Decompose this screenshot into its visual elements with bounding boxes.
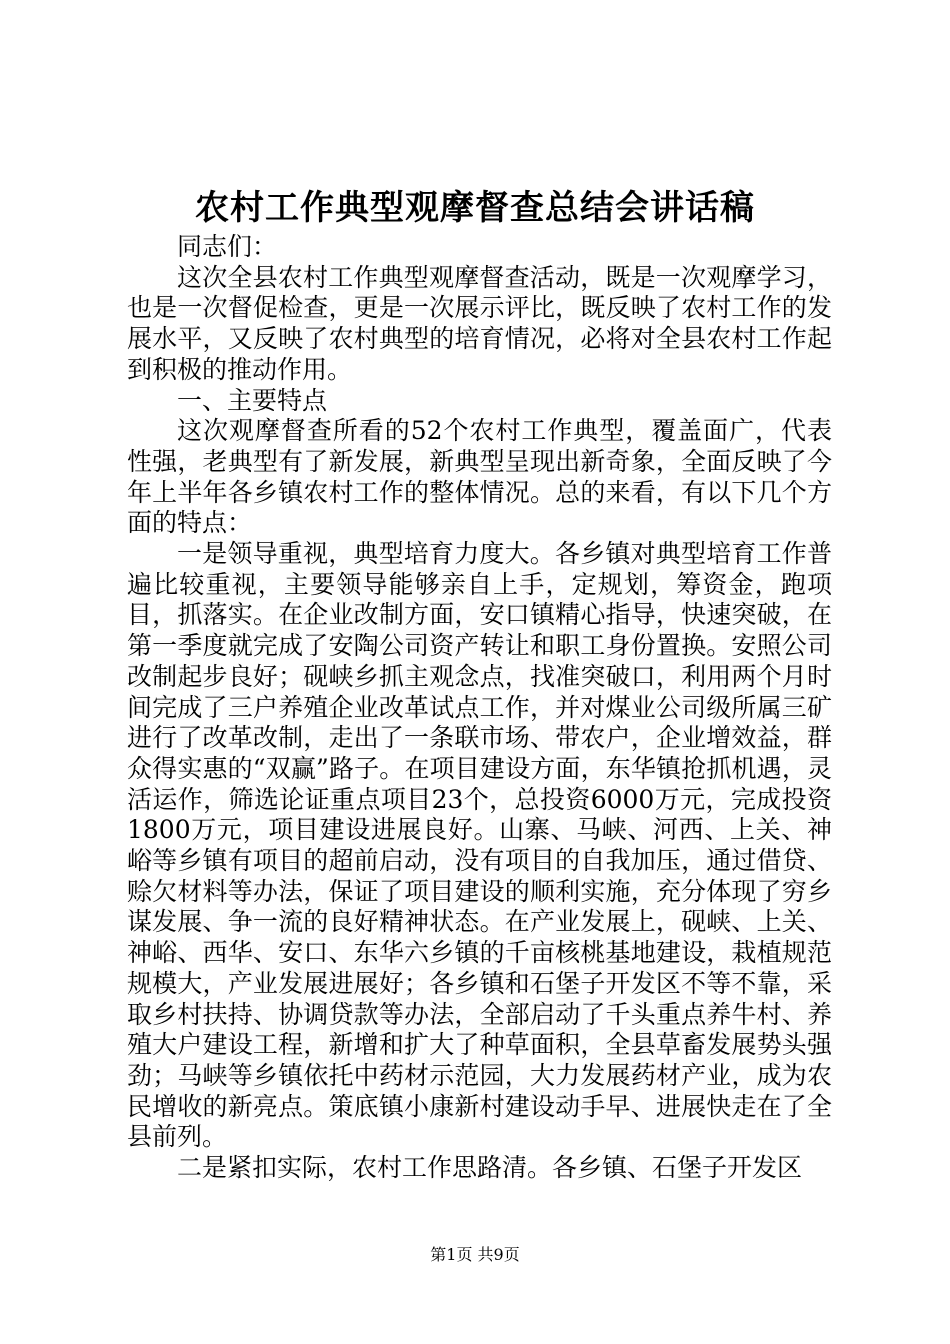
salutation-paragraph: 同志们： — [177, 232, 278, 261]
document-body — [127, 232, 832, 1184]
document-title: 农村工作典型观摩督查总结会讲话稿 — [195, 188, 755, 228]
point-two-paragraph: 二是紧扣实际，农村工作思路清。各乡镇、石堡子开发区 — [177, 1153, 803, 1183]
page-footer: 第1页 共9页 — [430, 1245, 520, 1264]
overview-paragraph: 这次观摩督查所看的52个农村工作典型，覆盖面广，代表性强，老典型有了新发展，新典型呈现出新奇象，全面反映了今年上半年各乡镇农村工作的整体情况。总的来看，有以下几个方面的特点： — [127, 416, 832, 538]
intro-paragraph: 这次全县农村工作典型观摩督查活动，既是一次观摩学习，也是一次督促检查，更是一次展示评比，既反映了农村工作的发展水平，又反映了农村典型的培育情况，必将对全县农村工作起到积极的推动作用。 — [127, 262, 832, 384]
point-one-paragraph: 一是领导重视，典型培育力度大。各乡镇对典型培育工作普遍比较重视，主要领导能够亲自上手，定规划，筹资金，跑项目，抓落实。在企业改制方面，安口镇精心指导，快速突破，在第一季度就完成了安陶公司资产转让和职工身份置换。安照公司改制起步良好；砚峡乡抓主观念点，找准突破口，利用两个月时间完成了三户养殖企业改革试点工作，并对煤业公司级所属三矿进行了改革改制，走出了一条联市场、带农户，企业增效益，群众得实惠的“双赢”路子。在项目建设方面，东华镇抢抓机遇，灵活运作，筛选论证重点项目23个，总投资6000万元，完成投资1800万元，项目建设进展良好。山寨、马峡、河西、上关、神峪等乡镇有项目的超前启动，没有项目的自我加压，通过借贷、赊欠材料等办法，保证了项目建设的顺利实施，充分体现了穷乡谋发展、争一流的良好精神状态。在产业发展上，砚峡、上关、神峪、西华、安口、东华六乡镇的千亩核桃基地建设，栽植规范规模大，产业发展进展好；各乡镇和石堡子开发区不等不靠，采取乡村扶持、协调贷款等办法，全部启动了千头重点养牛村、养殖大户建设工程，新增和扩大了种草面积，全县草畜发展势头强劲；马峡等乡镇依托中药材示范园，大力发展药材产业，成为农民增收的新亮点。策底镇小康新村建设动手早、进展快走在了全县前列。 — [127, 539, 832, 1152]
section-heading: 一、主要特点 — [177, 385, 328, 415]
